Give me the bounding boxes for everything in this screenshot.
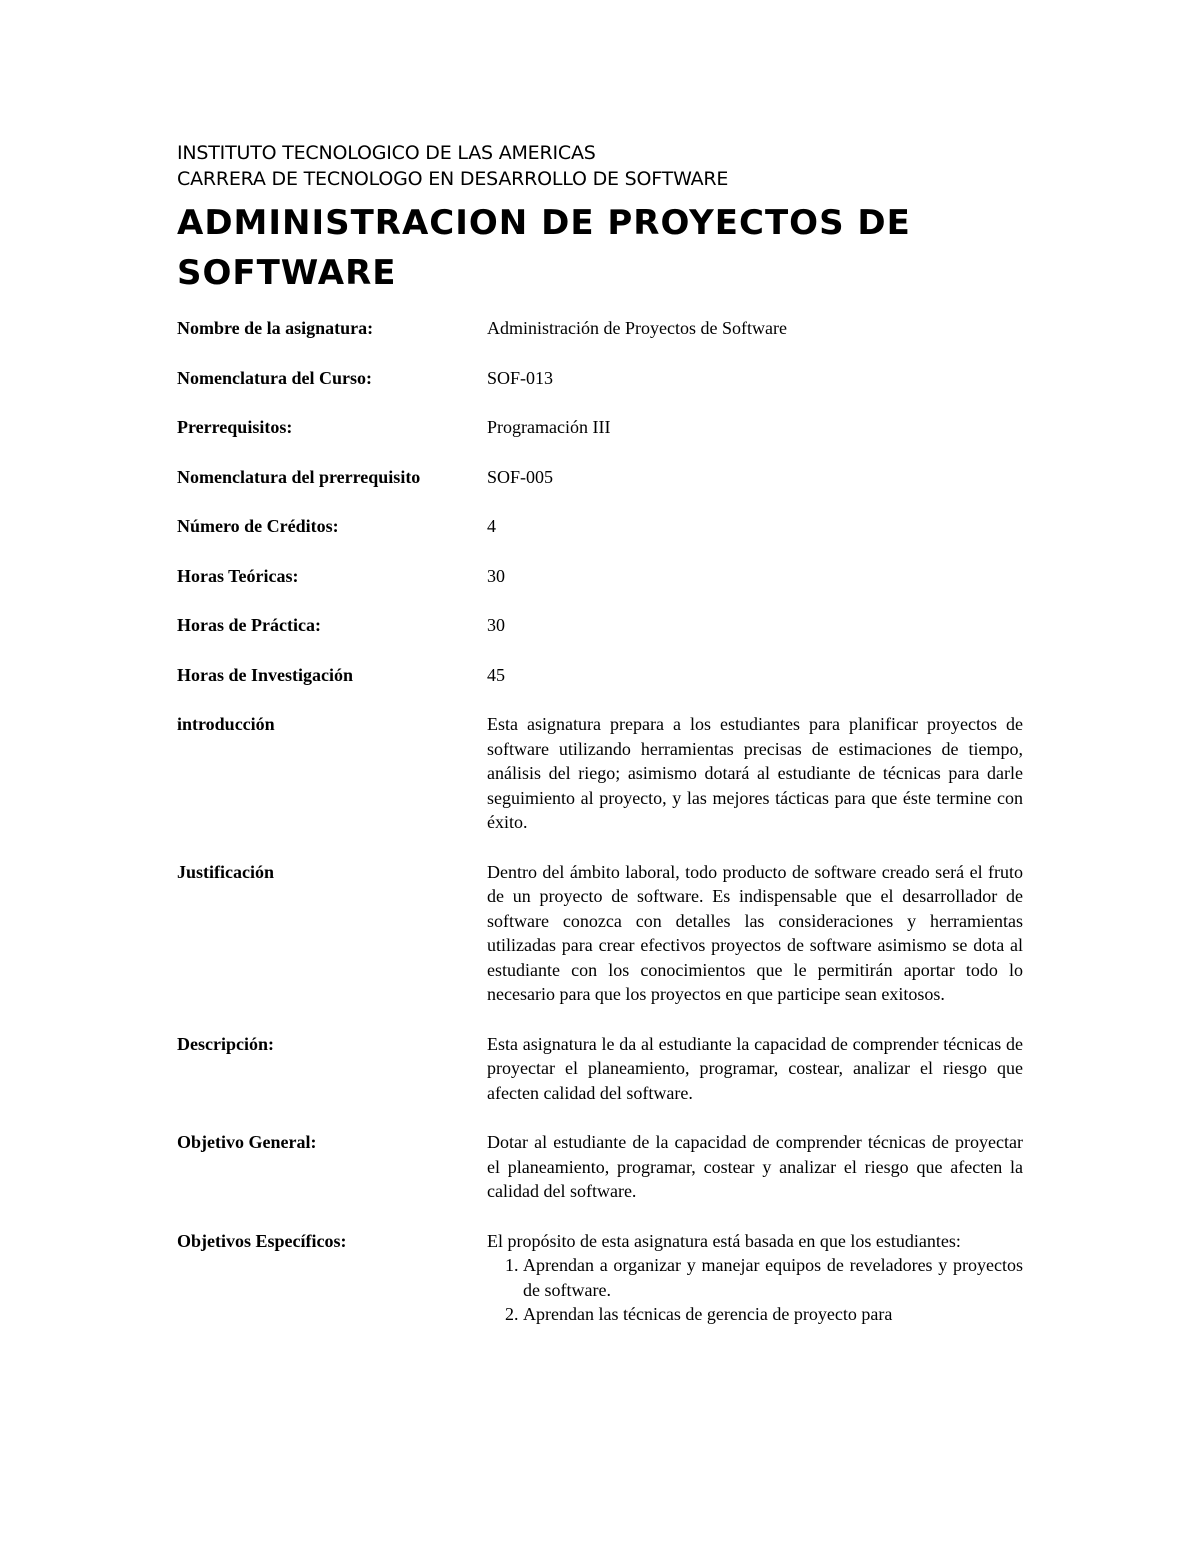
row-practica	[177, 613, 1027, 638]
row-objetivos-especificos	[177, 1229, 1027, 1327]
label-nom-prerrequisito: Nomenclatura del prerrequisito	[177, 466, 421, 487]
value-introduccion: Esta asignatura prepara a los estudiantes para planificar proyectos de software utilizando herramientas precisas de estimaciones de tiempo, análisis del riego; asimismo dotará al estudiante de técnicas para darle seguimiento al proyecto, y las mejores tácticas para que éste termine con éxito.	[487, 714, 1023, 832]
value-nomenclatura: SOF-013	[487, 367, 554, 388]
label-objetivos-especificos: Objetivos Específicos:	[177, 1230, 347, 1251]
value-investigacion: 45	[487, 664, 505, 685]
document-header	[177, 140, 1037, 298]
value-objetivos-especificos	[487, 1229, 1023, 1327]
value-descripcion: Esta asignatura le da al estudiante la capacidad de comprender técnicas de proyectar el planeamiento, programar, costear, analizar el riesgo que afecten calidad del software.	[487, 1033, 1023, 1103]
value-prerrequisitos: Programación III	[487, 417, 611, 437]
label-investigacion: Horas de Investigación	[177, 664, 354, 685]
value-creditos: 4	[487, 516, 496, 536]
document-title	[177, 198, 1037, 298]
label-teoricas: Horas Teóricas:	[177, 565, 299, 586]
value-nom-prerrequisito: SOF-005	[487, 466, 554, 487]
value-teoricas: 30	[487, 565, 505, 586]
label-introduccion: introducción	[177, 714, 275, 734]
objetivos-list	[487, 1253, 1023, 1327]
row-descripcion	[177, 1032, 1027, 1106]
value-justificacion: Dentro del ámbito laboral, todo producto de software creado será el fruto de un proyecto de software. Es indispensable que el desarrollador de software conozca con detalles las consideraciones y herramientas utilizadas para crear efectivos proyectos de software asimismo se dota al estudiante con los conocimientos que le permitirán aportar todo lo necesario para que los proyectos en que participe sean exitosos.	[487, 861, 1023, 1004]
row-nombre	[177, 316, 1027, 341]
value-practica: 30	[487, 615, 505, 635]
institution-name: INSTITUTO TECNOLOGICO DE LAS AMERICAS	[177, 142, 596, 164]
row-prerrequisitos	[177, 415, 1027, 440]
label-nombre: Nombre de la asignatura:	[177, 318, 374, 338]
document-title-line-1: ADMINISTRACION DE PROYECTOS DE	[177, 203, 911, 243]
row-nom-prerrequisito	[177, 465, 1027, 490]
list-item: 2. Aprendan las técnicas de gerencia de proyecto para	[523, 1302, 1023, 1327]
row-teoricas	[177, 564, 1027, 589]
label-objetivo-general: Objetivo General:	[177, 1132, 317, 1152]
label-nomenclatura: Nomenclatura del Curso:	[177, 367, 372, 388]
label-prerrequisitos: Prerrequisitos:	[177, 417, 293, 437]
career-name: CARRERA DE TECNOLOGO EN DESARROLLO DE SOFTWARE	[177, 168, 729, 190]
label-creditos: Número de Créditos:	[177, 516, 339, 536]
label-descripcion: Descripción:	[177, 1033, 274, 1054]
value-nombre: Administración de Proyectos de Software	[487, 318, 787, 338]
row-introduccion	[177, 712, 1027, 835]
objetivos-intro: El propósito de esta asignatura está basada en que los estudiantes:	[487, 1230, 961, 1251]
row-investigacion	[177, 663, 1027, 688]
document-title-line-2: SOFTWARE	[177, 253, 397, 293]
row-justificacion	[177, 860, 1027, 1007]
list-item: 1. Aprendan a organizar y manejar equipos de reveladores y proyectos de software.	[523, 1253, 1023, 1302]
row-nomenclatura	[177, 366, 1027, 391]
label-justificacion: Justificación	[177, 861, 274, 882]
row-objetivo-general	[177, 1130, 1027, 1204]
course-info-table	[177, 316, 1027, 1352]
label-practica: Horas de Práctica:	[177, 615, 321, 635]
row-creditos	[177, 514, 1027, 539]
value-objetivo-general: Dotar al estudiante de la capacidad de comprender técnicas de proyectar el planeamiento, programar, costear y analizar el riesgo que afecten la calidad del software.	[487, 1132, 1023, 1201]
